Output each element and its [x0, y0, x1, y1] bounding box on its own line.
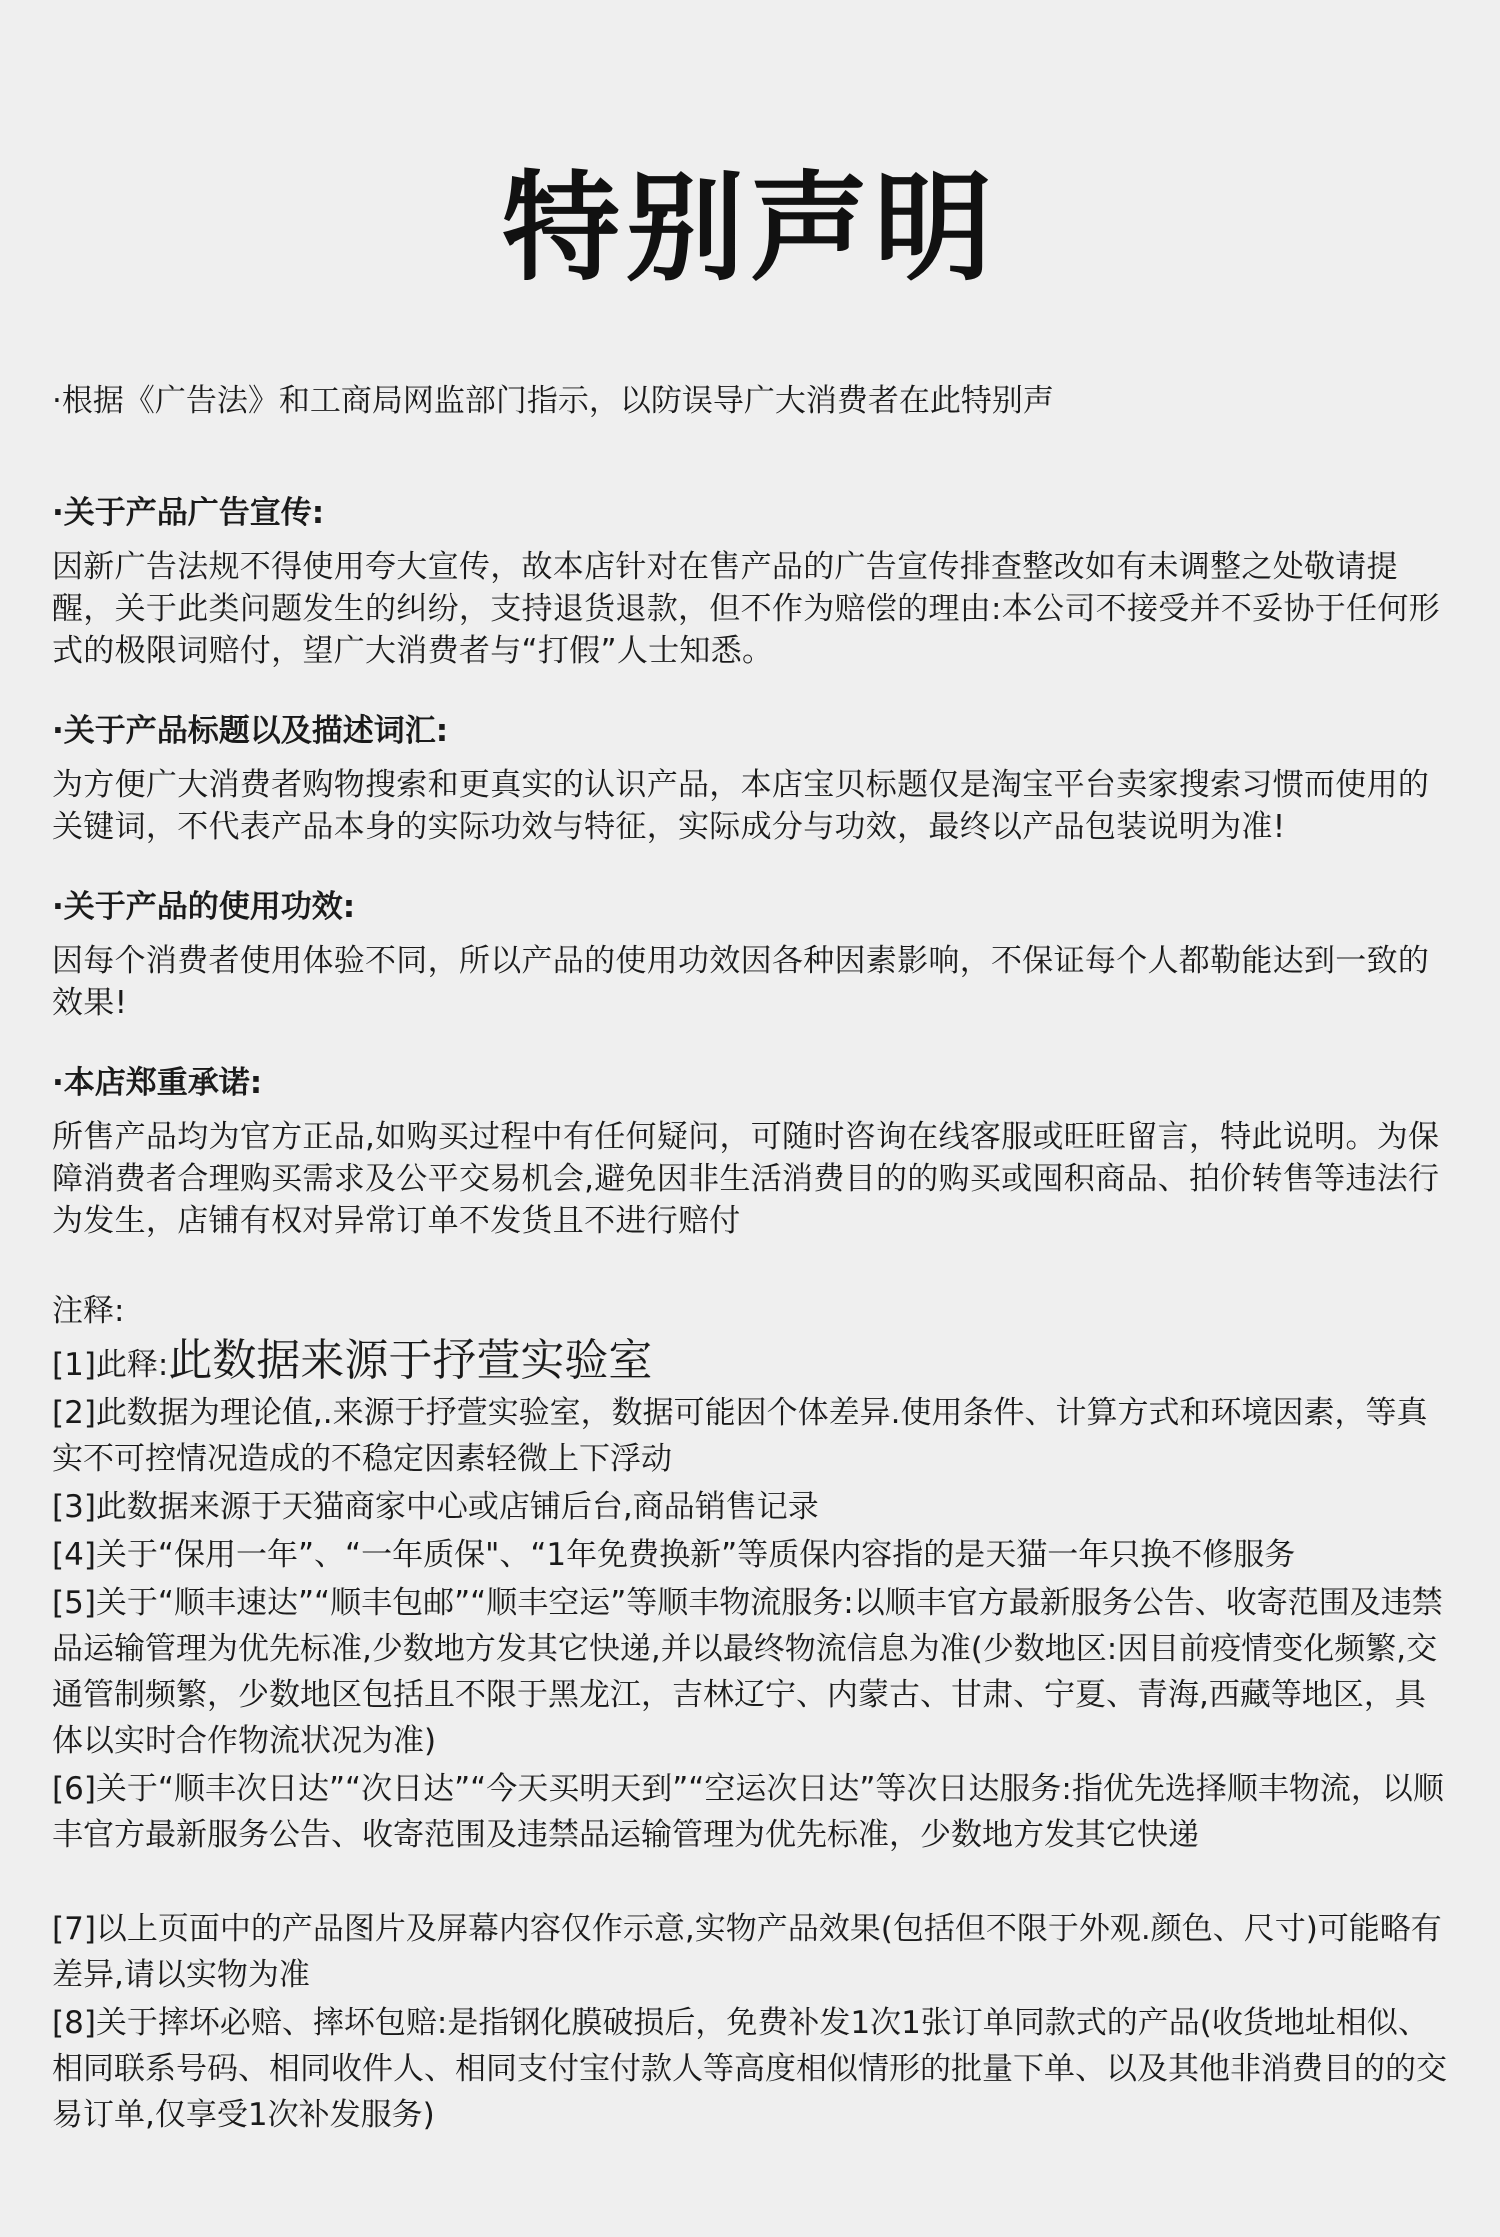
notes-spacer: [52, 1860, 1448, 1906]
section-heading: ·关于产品广告宣传:: [52, 495, 325, 531]
note-item: [7]以上页面中的产品图片及屏幕内容仅作示意,实物产品效果(包括但不限于外观.颜色、尺寸)可能略有差异,请以实物为准: [52, 1911, 1442, 1993]
note-item: [8]关于摔坏必赔、摔坏包赔:是指钢化膜破损后，免费补发1次1张订单同款式的产品(收货地址相似、相同联系号码、相同收件人、相同支付宝付款人等高度相似情形的批量下单、以及其他非消费目的的交易订单,仅享受1次补发服务): [52, 2005, 1447, 2133]
note-item: [6]关于“顺丰次日达”“次日达”“今天买明天到”“空运次日达”等次日达服务:指优先选择顺丰物流，以顺丰官方最新服务公告、收寄范围及违禁品运输管理为优先标准，少数地方发其它快递: [52, 1771, 1444, 1853]
section-body: 为方便广大消费者购物搜索和更真实的认识产品，本店宝贝标题仅是淘宝平台卖家搜索习惯而使用的关键词，不代表产品本身的实际功效与特征，实际成分与功效，最终以产品包装说明为准!: [52, 767, 1430, 845]
section-body: 因新广告法规不得使用夸大宣传，故本店针对在售产品的广告宣传排查整改如有未调整之处敬请提醒，关于此类问题发生的纠纷，支持退货退款，但不作为赔偿的理由:本公司不接受并不妥协于任何形式的极限词赔付，望广大消费者与“打假”人士知悉。: [52, 549, 1440, 669]
note-item: [52, 1335, 1448, 1388]
page-title: 特别声明: [501, 159, 998, 297]
notes-block: [52, 1290, 1448, 2138]
intro-text: ·根据《广告法》和工商局网监部门指示，以防误导广大消费者在此特别声: [52, 383, 1054, 419]
note-item: [3]此数据来源于天猫商家中心或店铺后台,商品销售记录: [52, 1489, 819, 1525]
section-heading: ·关于产品的使用功效:: [52, 889, 356, 925]
section-advertising: [52, 492, 1448, 672]
note-item: [2]此数据为理论值,.来源于抒萱实验室，数据可能因个体差异.使用条件、计算方式和环境因素，等真实不可控情况造成的不稳定因素轻微上下浮动: [52, 1395, 1428, 1477]
note-item: [4]关于“保用一年”、“一年质保"、“1年免费换新”等质保内容指的是天猫一年只换不修服务: [52, 1537, 1296, 1573]
note-tail: 此数据来源于抒萱实验室: [168, 1335, 653, 1386]
note-prefix: [1]此释:: [52, 1347, 169, 1383]
note-item: [5]关于“顺丰速达”“顺丰包邮”“顺丰空运”等顺丰物流服务:以顺丰官方最新服务公告、收寄范围及违禁品运输管理为优先标准,少数地方发其它快递,并以最终物流信息为准(少数地区:因目前疫情变化频繁,交通管制频繁，少数地区包括且不限于黑龙江，吉林辽宁、内蒙古、甘肃、宁夏、青海,西藏等地区，具体以实时合作物流状况为准): [52, 1585, 1443, 1759]
section-promise: [52, 1062, 1448, 1242]
section-heading: ·关于产品标题以及描述词汇:: [52, 713, 449, 749]
section-body: 所售产品均为官方正品,如购买过程中有任何疑问，可随时咨询在线客服或旺旺留言，特此说明。为保障消费者合理购买需求及公平交易机会,避免因非生活消费目的的购买或囤积商品、拍价转售等违法行为发生，店铺有权对异常订单不发货且不进行赔付: [52, 1119, 1440, 1239]
section-body: 因每个消费者使用体验不同，所以产品的使用功效因各种因素影响，不保证每个人都勒能达到一致的效果!: [52, 943, 1430, 1021]
notes-heading: 注释:: [52, 1293, 125, 1329]
section-efficacy: [52, 886, 1448, 1024]
section-title-terms: [52, 710, 1448, 848]
section-heading: ·本店郑重承诺:: [52, 1065, 263, 1101]
